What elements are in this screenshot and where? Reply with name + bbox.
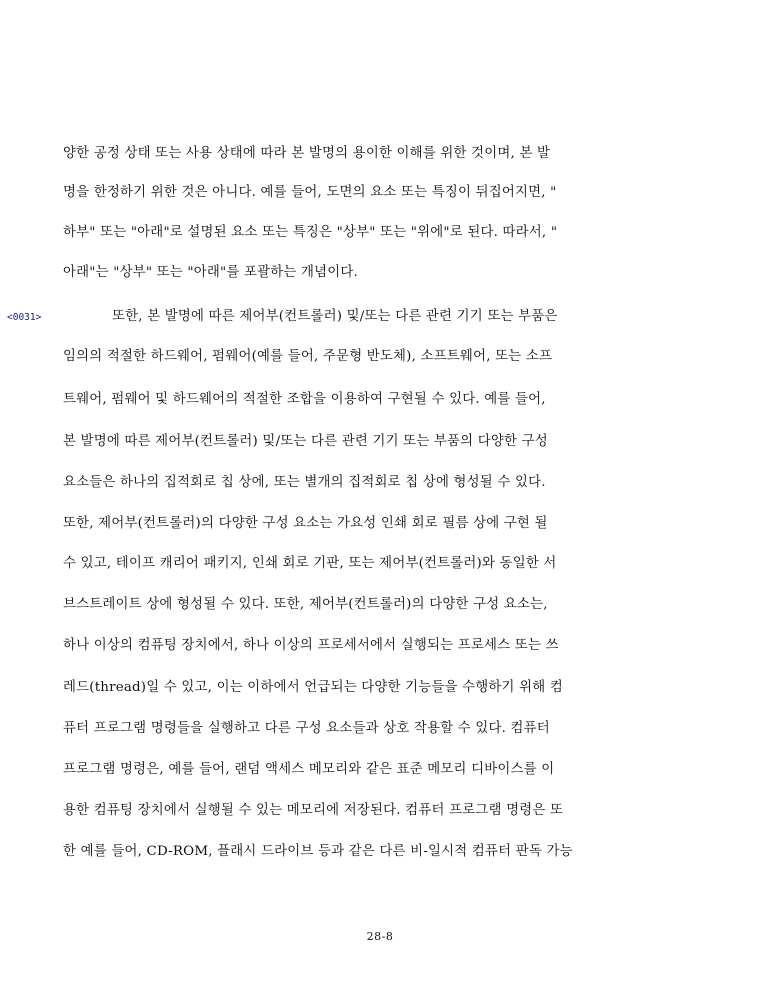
- text-line: 트웨어, 펌웨어 및 하드웨어의 적절한 조합을 이용하여 구현될 수 있다. 예를 들어,: [63, 392, 546, 407]
- text-line: 퓨터 프로그램 명령들을 실행하고 다른 구성 요소들과 상호 작용할 수 있다. 컴퓨터: [63, 721, 550, 736]
- text-line: 프로그램 명령은, 예를 들어, 랜덤 액세스 메모리와 같은 표준 메모리 디바이스를 이: [63, 762, 555, 777]
- text-line: 또한, 본 발명에 따른 제어부(컨트롤러) 및/또는 다른 관련 기기 또는 부품은: [112, 309, 558, 324]
- text-line: 용한 컴퓨팅 장치에서 실행될 수 있는 메모리에 저장된다. 컴퓨터 프로그램 명령은 또: [63, 803, 564, 818]
- text-line: 레드(thread)일 수 있고, 이는 이하에서 언급되는 다양한 기능들을 수행하기 위해 컴: [63, 680, 564, 695]
- text-line: 수 있고, 테이프 캐리어 패키지, 인쇄 회로 기판, 또는 제어부(컨트롤러)와 동일한 서: [63, 556, 557, 571]
- text-line: 명을 한정하기 위한 것은 아니다. 예를 들어, 도면의 요소 또는 특징이 뒤집어지면, ": [63, 185, 557, 200]
- text-line: 또한, 제어부(컨트롤러)의 다양한 구성 요소는 가요성 인쇄 회로 필름 상에 구현 될: [63, 516, 548, 531]
- paragraph-number: <0031>: [7, 312, 42, 323]
- text-line: 하나 이상의 컴퓨팅 장치에서, 하나 이상의 프로세서에서 실행되는 프로세스 또는 쓰: [63, 638, 559, 653]
- text-line: 본 발명에 따른 제어부(컨트롤러) 및/또는 다른 관련 기기 또는 부품의 다양한 구성: [63, 434, 548, 449]
- text-line: 요소들은 하나의 집적회로 칩 상에, 또는 별개의 집적회로 칩 상에 형성될 수 있다.: [63, 475, 546, 490]
- text-line: 한 예를 들어, CD-ROM, 플래시 드라이브 등과 같은 다른 비-일시적 컴퓨터 판독 가능: [63, 844, 573, 859]
- text-line: 하부" 또는 "아래"로 설명된 요소 또는 특징은 "상부" 또는 "위에"로 된다. 따라서, ": [63, 225, 558, 240]
- page-number: 28-8: [366, 930, 394, 943]
- text-line: 임의의 적절한 하드웨어, 펌웨어(예를 들어, 주문형 반도체), 소프트웨어, 또는 소프: [63, 349, 553, 364]
- text-line: 브스트레이트 상에 형성될 수 있다. 또한, 제어부(컨트롤러)의 다양한 구성 요소는,: [63, 597, 548, 612]
- text-line: 양한 공정 상태 또는 사용 상태에 따라 본 발명의 용이한 이해를 위한 것이며, 본 발: [63, 146, 551, 161]
- text-line: 아래"는 "상부" 또는 "아래"를 포괄하는 개념이다.: [63, 265, 358, 280]
